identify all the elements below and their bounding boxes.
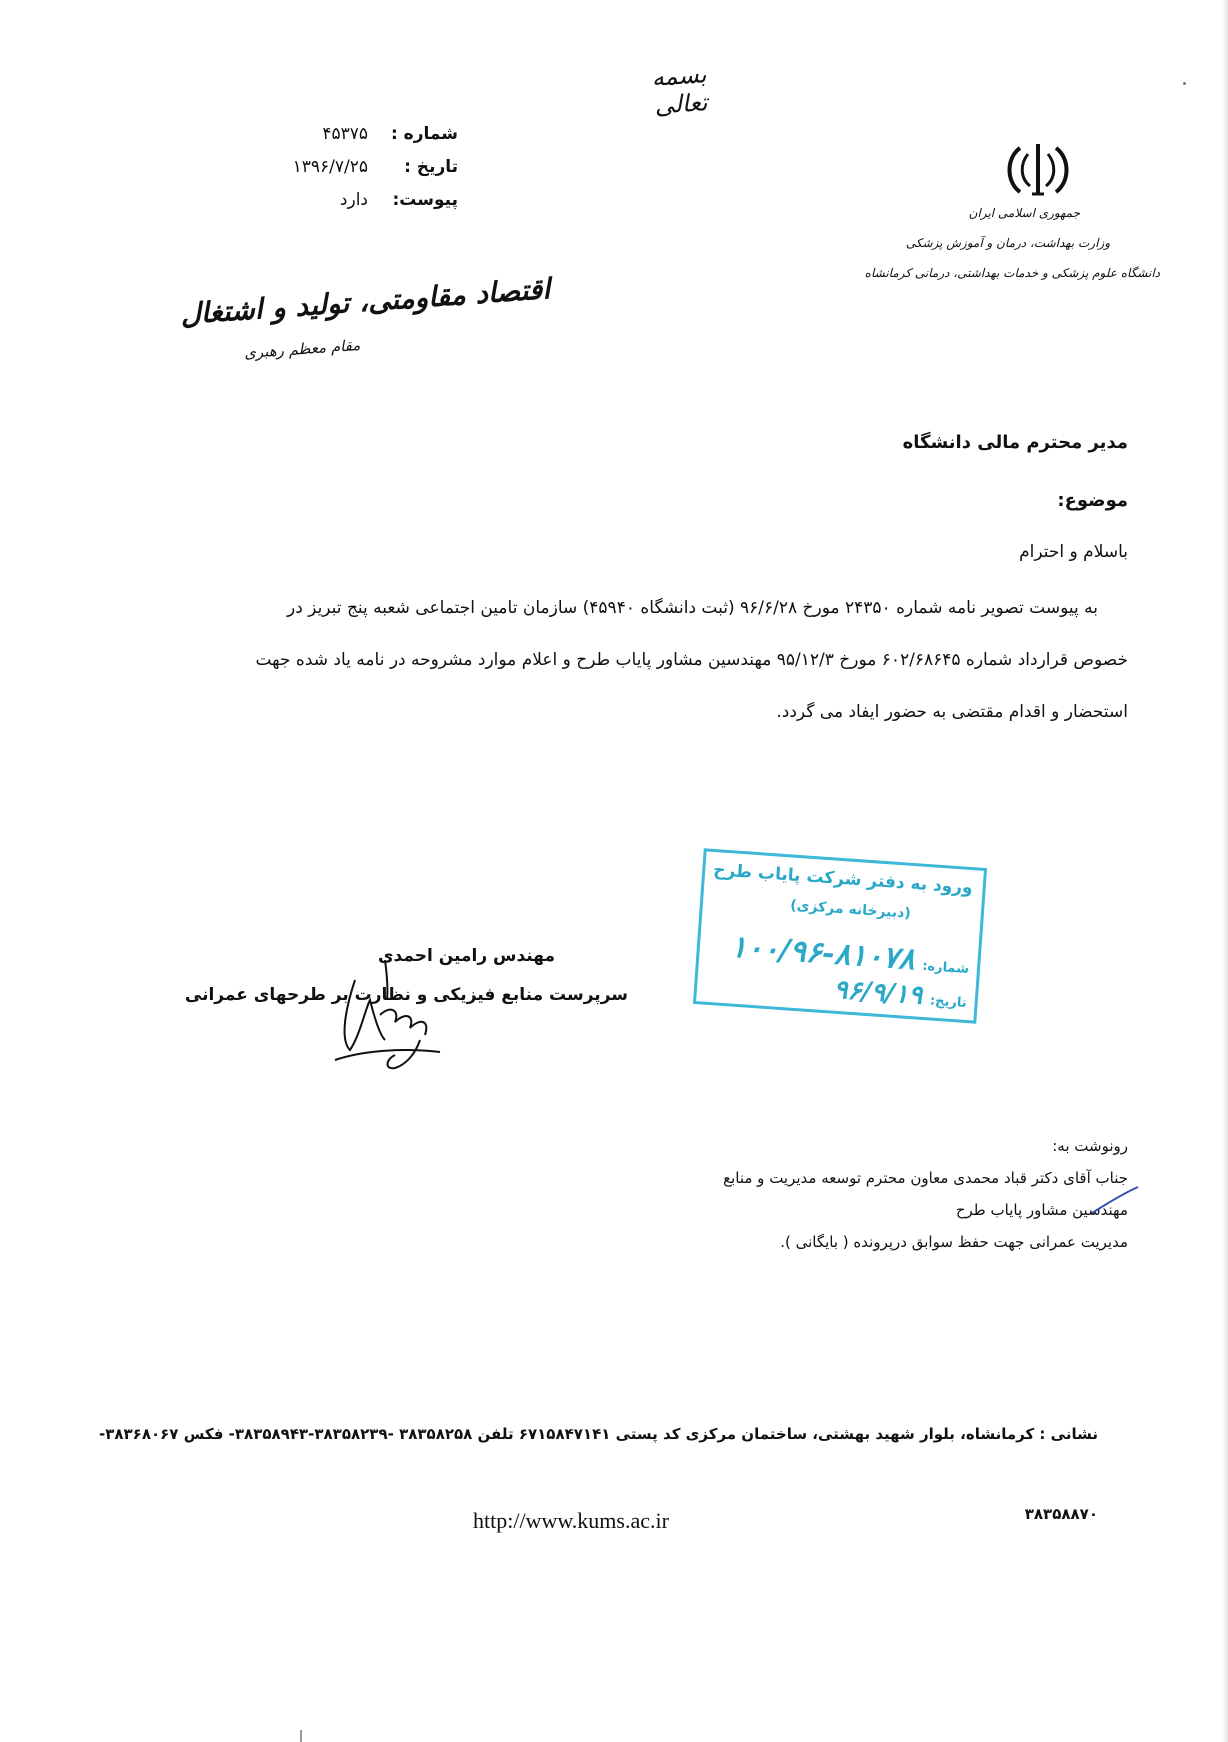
check-mark-icon [1090,1185,1140,1215]
emblem-caption [864,198,1160,288]
meta-attachment-label: پیوست: [392,190,458,210]
slogan-text: اقتصاد مقاومتی، تولید و اشتغال [178,272,551,331]
slogan-attribution: مقام معظم رهبری [243,335,361,363]
scan-edge [1222,0,1228,1742]
body-line: استحضار و اقدام مقتضی به حضور ایفاد می گردد. [776,702,1128,722]
stamp-title: ورود به دفتر شرکت پایاب طرح [712,860,974,899]
stamp-date-row [833,975,968,1014]
scan-speck [1183,82,1186,85]
stamp-date-value: ۹۶/۹/۱۹ [832,974,924,1011]
handwritten-signature-icon [325,940,445,1080]
meta-number-label: شماره : [390,124,458,144]
footer-url[interactable]: http://www.kums.ac.ir [473,1508,669,1533]
subject-label: موضوع: [1057,490,1128,511]
cc-label: رونوشت به: [1052,1137,1128,1155]
body-line: به پیوست تصویر نامه شماره ۲۴۳۵۰ مورخ ۹۶/۶/۲۸ (ثبت دانشگاه ۴۵۹۴۰) سازمان تامین اجتماعی شعبه پنج تبریز در [287,598,1098,618]
meta-number-row [258,118,458,151]
stamp-number-value: ۱۰۰/۹۶-۸۱۰۷۸ [729,929,916,978]
cc-item: مدیریت عمرانی جهت حفظ سوابق درپرونده ( بایگانی ). [780,1233,1128,1251]
body-line: خصوص قرارداد شماره ۶۰۲/۶۸۶۴۵ مورخ ۹۵/۱۲/۳ مهندسین مشاور پایاب طرح و اعلام موارد مشروحه در نامه یاد شده جهت [255,650,1128,670]
emblem-line-university: دانشگاه علوم پزشکی و خدمات بهداشتی، درمانی کرمانشاه [864,266,1160,280]
letter-body [148,582,1128,738]
recipient: مدیر محترم مالی دانشگاه [902,432,1128,453]
letter-meta [258,118,458,217]
stamp-number-label: شماره: [921,958,970,978]
meta-date-row [258,151,458,184]
cc-list [723,1162,1128,1258]
meta-number-value: ۴۵۳۷۵ [322,124,368,144]
stamp-date-label: تاریخ: [929,993,968,1011]
scan-mark [300,1730,302,1742]
meta-attachment-value: دارد [339,190,368,210]
footer-address-continued: ۳۸۳۵۸۸۷۰ [1024,1505,1098,1523]
emblem-line-republic: جمهوری اسلامی ایران [968,206,1080,220]
emblem-line-ministry: وزارت بهداشت، درمان و آموزش پزشکی [905,236,1110,250]
iran-emblem-icon [998,140,1078,200]
meta-date-value: ۱۳۹۶/۷/۲۵ [292,157,368,177]
stamp-subtitle: (دبیرخانه مرکزی) [789,897,912,922]
cc-item: مهندسین مشاور پایاب طرح [955,1201,1128,1219]
signatory-title: سرپرست منابع فیزیکی و نظارت بر طرحهای عمرانی [184,985,628,1005]
received-stamp [693,848,987,1023]
stamp-number-row [729,929,970,981]
greeting: باسلام و احترام [1019,542,1128,562]
signatory-name: مهندس رامین احمدی [377,946,555,966]
footer-address-line: نشانی : کرمانشاه، بلوار شهید بهشتی، ساختمان مرکزی کد پستی ۶۷۱۵۸۴۷۱۴۱ تلفن ۳۸۳۵۸۲۵۸ -۳۸۳۵۸۲۳۹-۳۸۳۵۸۹۴۳- فکس ۳۸۳۶۸۰۶۷- [98,1425,1098,1443]
meta-date-label: تاریخ : [404,157,458,177]
meta-attachment-row [258,184,458,217]
top-calligraphy: بسمه تعالی [650,60,709,120]
cc-item: جناب آقای دکتر قباد محمدی معاون محترم توسعه مدیریت و منابع [723,1169,1128,1187]
